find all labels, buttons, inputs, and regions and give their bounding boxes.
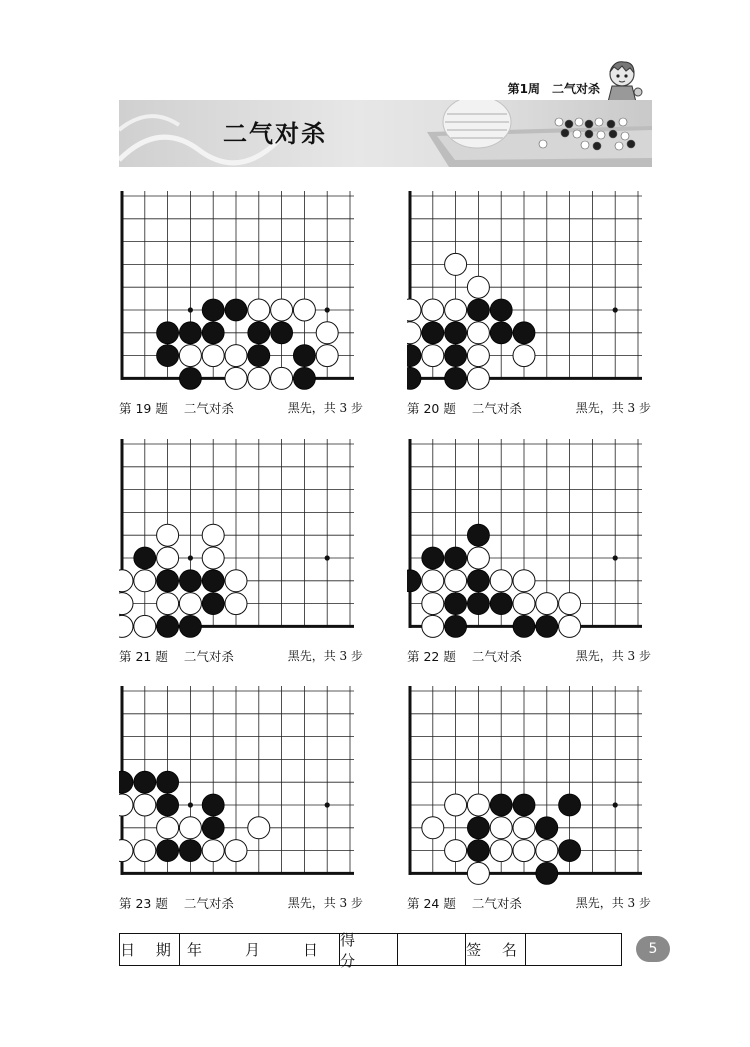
white-stone: [119, 615, 133, 637]
black-stone: [536, 817, 558, 839]
problem-caption: [119, 399, 363, 417]
problem-caption: [407, 894, 651, 912]
white-stone: [422, 299, 444, 321]
black-stone: [157, 794, 179, 816]
problem-instruction: 黑先，共 3 步: [287, 896, 363, 910]
white-stone: [202, 524, 224, 546]
black-stone: [179, 615, 201, 637]
page-number: 5: [636, 936, 670, 962]
record-table: [119, 930, 622, 970]
black-stone: [445, 367, 467, 389]
star-point: [325, 802, 330, 807]
problem-caption: [119, 647, 363, 665]
date-field[interactable]: 年 月 日: [180, 934, 340, 965]
black-stone: [202, 593, 224, 615]
black-stone: [134, 771, 156, 793]
white-stone: [467, 345, 489, 367]
white-stone: [271, 299, 293, 321]
star-point: [188, 307, 193, 312]
problem-instruction: 黑先，共 3 步: [575, 401, 651, 415]
black-stone: [513, 794, 535, 816]
problem-theme: 二气对杀: [471, 649, 522, 664]
banner: [119, 100, 652, 167]
black-stone: [202, 817, 224, 839]
problem-caption: [407, 399, 651, 417]
white-stone: [513, 593, 535, 615]
black-stone: [490, 593, 512, 615]
problem-instruction: 黑先，共 3 步: [575, 649, 651, 663]
white-stone: [157, 817, 179, 839]
white-stone: [559, 593, 581, 615]
white-stone: [119, 570, 133, 592]
white-stone: [490, 570, 512, 592]
white-stone: [422, 593, 444, 615]
black-stone: [407, 570, 421, 592]
white-stone: [271, 367, 293, 389]
black-stone: [445, 615, 467, 637]
white-stone: [422, 615, 444, 637]
black-stone: [202, 322, 224, 344]
problem-number: 第 24 题: [407, 896, 456, 911]
problem-theme: 二气对杀: [183, 649, 234, 664]
star-point: [325, 555, 330, 560]
black-stone: [559, 794, 581, 816]
white-stone: [445, 299, 467, 321]
white-stone: [134, 794, 156, 816]
problem-theme: 二气对杀: [471, 401, 522, 416]
black-stone: [202, 299, 224, 321]
go-board: [407, 439, 653, 643]
white-stone: [157, 524, 179, 546]
white-stone: [407, 322, 421, 344]
black-stone: [157, 840, 179, 862]
white-stone: [536, 840, 558, 862]
white-stone: [202, 345, 224, 367]
problem-caption: [407, 647, 651, 665]
black-stone: [293, 367, 315, 389]
problem-theme: 二气对杀: [183, 896, 234, 911]
go-board: [119, 191, 365, 395]
white-stone: [248, 299, 270, 321]
banner-title: 二气对杀: [223, 119, 327, 148]
white-stone: [445, 570, 467, 592]
problem-number: 第 22 题: [407, 649, 456, 664]
go-board: [407, 191, 653, 395]
white-stone: [293, 299, 315, 321]
white-stone: [316, 345, 338, 367]
black-stone: [445, 547, 467, 569]
white-stone: [513, 345, 535, 367]
white-stone: [248, 367, 270, 389]
black-stone: [157, 345, 179, 367]
black-stone: [157, 771, 179, 793]
black-stone: [467, 570, 489, 592]
white-stone: [467, 367, 489, 389]
star-point: [188, 555, 193, 560]
problem-instruction: 黑先，共 3 步: [287, 401, 363, 415]
week-label: 第1周 二气对杀: [507, 82, 600, 96]
white-stone: [422, 570, 444, 592]
black-stone: [422, 547, 444, 569]
black-stone: [225, 299, 247, 321]
black-stone: [271, 322, 293, 344]
white-stone: [157, 593, 179, 615]
black-stone: [513, 615, 535, 637]
white-stone: [559, 615, 581, 637]
black-stone: [407, 367, 421, 389]
white-stone: [134, 570, 156, 592]
black-stone: [157, 570, 179, 592]
star-point: [613, 555, 618, 560]
mascot-icon: [600, 56, 646, 102]
problem-caption: [119, 894, 363, 912]
white-stone: [513, 570, 535, 592]
black-stone: [157, 615, 179, 637]
black-stone: [536, 615, 558, 637]
star-point: [325, 307, 330, 312]
go-board: [119, 439, 365, 643]
white-stone: [134, 840, 156, 862]
black-stone: [513, 322, 535, 344]
black-stone: [445, 322, 467, 344]
problem-theme: 二气对杀: [471, 896, 522, 911]
black-stone: [179, 570, 201, 592]
black-stone: [490, 299, 512, 321]
white-stone: [467, 862, 489, 884]
white-stone: [119, 593, 133, 615]
white-stone: [119, 794, 133, 816]
black-stone: [490, 322, 512, 344]
white-stone: [445, 840, 467, 862]
white-stone: [316, 322, 338, 344]
white-stone: [202, 840, 224, 862]
banner-decoration: [119, 100, 652, 167]
star-point: [613, 307, 618, 312]
problem-number: 第 23 题: [119, 896, 168, 911]
black-stone: [445, 345, 467, 367]
white-stone: [157, 547, 179, 569]
score-label: 得 分: [340, 934, 398, 965]
black-stone: [467, 817, 489, 839]
white-stone: [134, 615, 156, 637]
black-stone: [467, 524, 489, 546]
white-stone: [422, 817, 444, 839]
white-stone: [490, 817, 512, 839]
problem-number: 第 19 题: [119, 401, 168, 416]
black-stone: [202, 794, 224, 816]
white-stone: [179, 817, 201, 839]
white-stone: [119, 840, 133, 862]
black-stone: [202, 570, 224, 592]
white-stone: [467, 276, 489, 298]
black-stone: [179, 840, 201, 862]
black-stone: [407, 345, 421, 367]
black-stone: [179, 367, 201, 389]
star-point: [188, 802, 193, 807]
white-stone: [490, 840, 512, 862]
black-stone: [467, 299, 489, 321]
black-stone: [536, 862, 558, 884]
white-stone: [513, 840, 535, 862]
black-stone: [248, 322, 270, 344]
score-field[interactable]: [398, 934, 466, 965]
black-stone: [134, 547, 156, 569]
problem-number: 第 21 题: [119, 649, 168, 664]
problem-number: 第 20 题: [407, 401, 456, 416]
black-stone: [248, 345, 270, 367]
white-stone: [202, 547, 224, 569]
black-stone: [490, 794, 512, 816]
white-stone: [407, 299, 421, 321]
white-stone: [225, 593, 247, 615]
problem-instruction: 黑先，共 3 步: [575, 896, 651, 910]
go-board: [119, 686, 365, 890]
white-stone: [536, 593, 558, 615]
black-stone: [179, 322, 201, 344]
white-stone: [225, 367, 247, 389]
sign-field[interactable]: [526, 934, 621, 965]
white-stone: [225, 570, 247, 592]
problem-theme: 二气对杀: [183, 401, 234, 416]
white-stone: [467, 794, 489, 816]
black-stone: [467, 593, 489, 615]
black-stone: [559, 840, 581, 862]
white-stone: [422, 345, 444, 367]
black-stone: [467, 840, 489, 862]
go-board: [407, 686, 653, 890]
problem-instruction: 黑先，共 3 步: [287, 649, 363, 663]
white-stone: [179, 345, 201, 367]
black-stone: [445, 593, 467, 615]
sign-label: 签 名: [466, 934, 526, 965]
white-stone: [225, 840, 247, 862]
white-stone: [445, 253, 467, 275]
black-stone: [422, 322, 444, 344]
white-stone: [225, 345, 247, 367]
white-stone: [248, 817, 270, 839]
star-point: [613, 802, 618, 807]
black-stone: [293, 345, 315, 367]
white-stone: [467, 322, 489, 344]
white-stone: [445, 794, 467, 816]
date-label: 日 期: [120, 934, 180, 965]
black-stone: [119, 771, 133, 793]
black-stone: [157, 322, 179, 344]
white-stone: [179, 593, 201, 615]
white-stone: [467, 547, 489, 569]
white-stone: [513, 817, 535, 839]
